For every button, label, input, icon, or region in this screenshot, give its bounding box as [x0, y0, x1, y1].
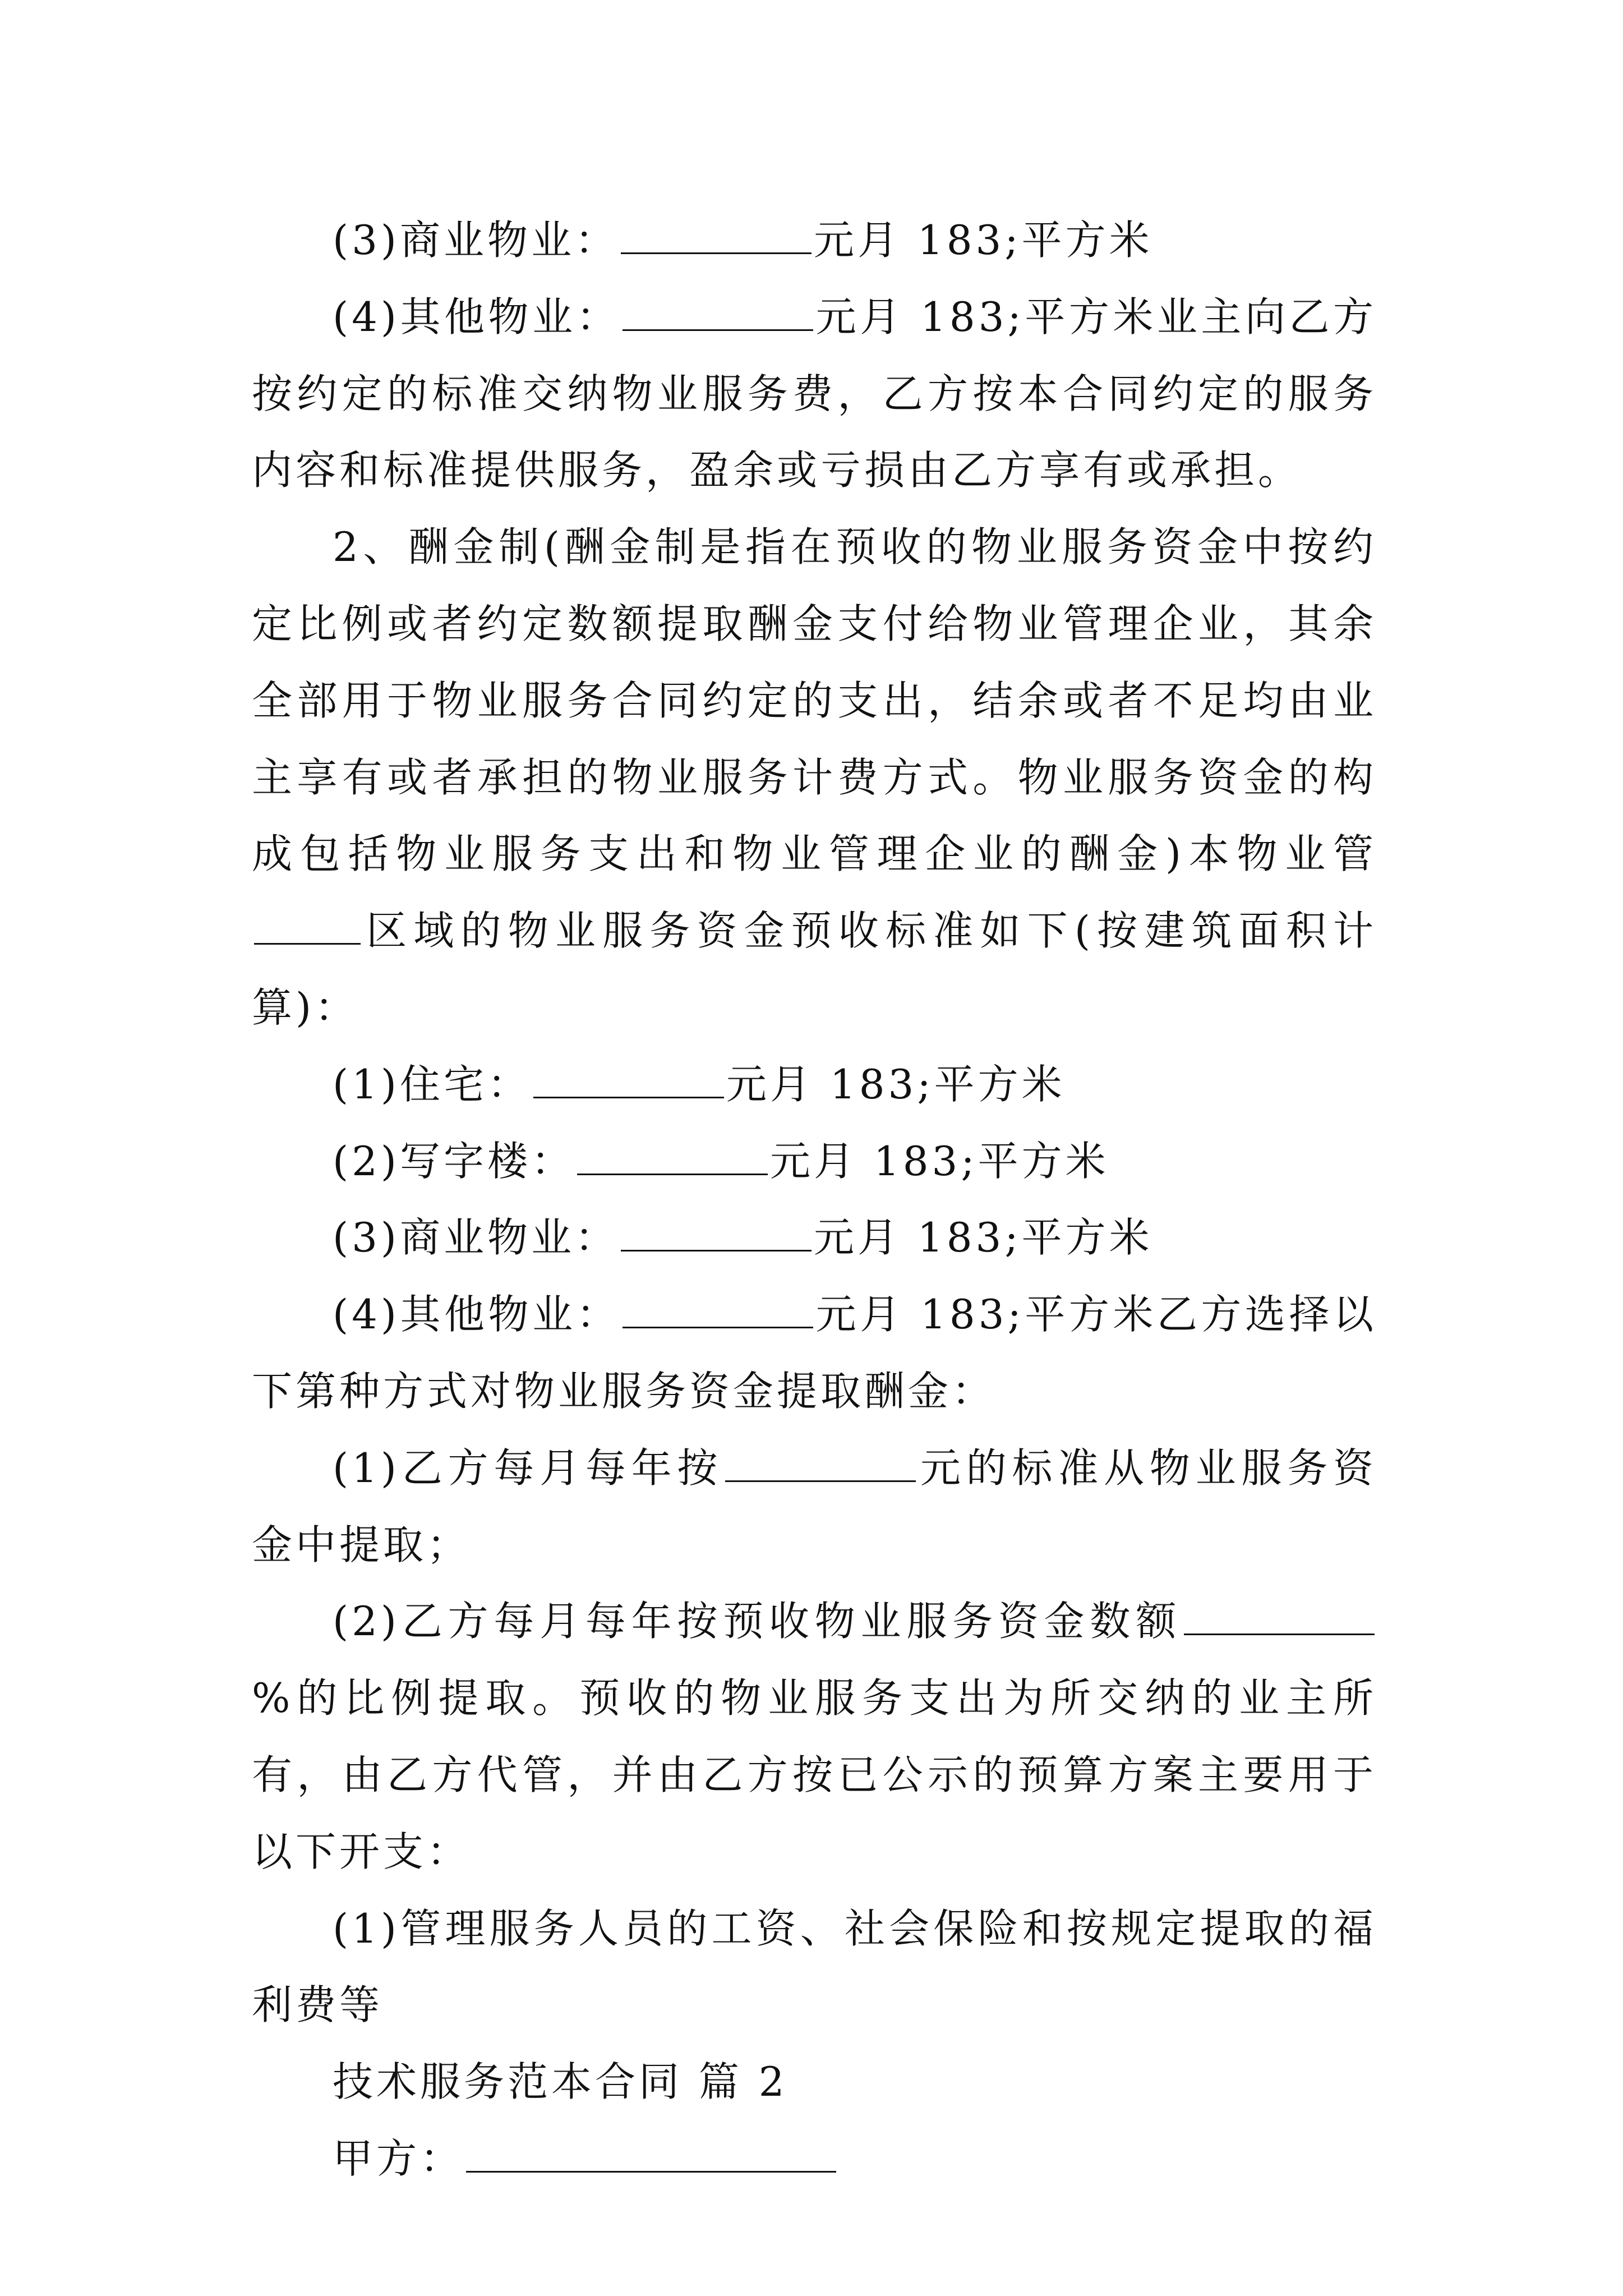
- commercial-property-fee-line: (3)商业物业： 元月 183;平方米: [252, 202, 1377, 279]
- document-body: [252, 202, 1377, 2197]
- fill-blank: [725, 1442, 916, 1481]
- reward-method-1-paragraph: (1)乙方每月每年按 元的标准从物业服务资金中提取；: [252, 1430, 1377, 1584]
- reward-method-2-paragraph: (2)乙方每月每年按预收物业服务资金数额%的比例提取。预收的物业服务支出为所交纳的业主所有，由乙方代管，并由乙方按已公示的预算方案主要用于以下开支：: [252, 1583, 1377, 1890]
- other-property-fee-paragraph-2: (4)其他物业： 元月 183;平方米乙方选择以下第种方式对物业服务资金提取酬金：: [252, 1276, 1377, 1430]
- party-a-line: 甲方：: [252, 2120, 1377, 2197]
- fill-blank: [621, 1212, 811, 1251]
- section-2-title: 技术服务范本合同 篇 2: [333, 2058, 788, 2106]
- fill-blank: [621, 214, 811, 254]
- other-property-fee-paragraph: (4)其他物业： 元月 183;平方米业主向乙方按约定的标准交纳物业服务费，乙方按本合同约定的服务内容和标准提供服务，盈余或亏损由乙方享有或承担。: [252, 279, 1377, 509]
- fill-blank: [254, 905, 361, 945]
- fill-blank: [577, 1135, 768, 1175]
- reward-system-paragraph: 2、酬金制(酬金制是指在预收的物业服务资金中按约定比例或者约定数额提取酬金支付给物业管理企业，其余全部用于物业服务合同约定的支出，结余或者不足均由业主享有或者承担的物业服务计费方式。物业服务资金的构成包括物业服务支出和物业管理企业的酬金)本物业管区域的物业服务资金预收标准如下(按建筑面积计算)：: [252, 523, 1377, 1031]
- residential-fee-line: (1)住宅： 元月 183;平方米: [252, 1046, 1377, 1123]
- party-a-blank: [466, 2133, 836, 2173]
- commercial-property-fee-line-2: (3)商业物业： 元月 183;平方米: [252, 1199, 1377, 1276]
- fill-blank: [623, 291, 813, 330]
- expense-item-1-paragraph: (1)管理服务人员的工资、社会保险和按规定提取的福利费等: [252, 1904, 1377, 2029]
- office-building-fee-line: (2)写字楼： 元月 183;平方米: [252, 1123, 1377, 1200]
- fill-blank: [1184, 1595, 1375, 1635]
- fill-blank: [623, 1289, 813, 1328]
- fill-blank: [533, 1058, 724, 1098]
